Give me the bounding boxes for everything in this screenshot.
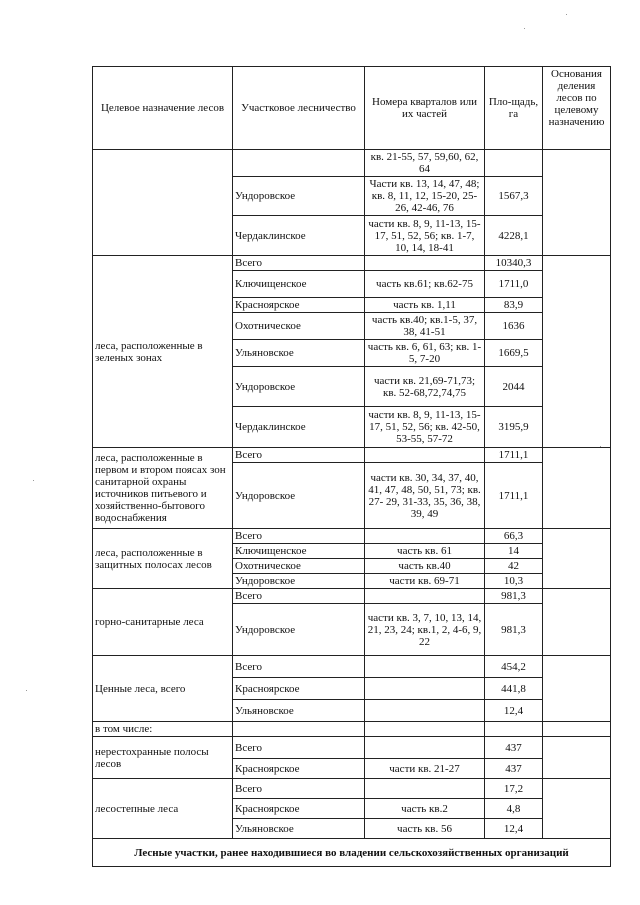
quarters-cell xyxy=(365,722,485,737)
area-cell: 981,3 xyxy=(485,604,543,656)
scan-speck xyxy=(600,446,601,447)
quarters-cell: часть кв. 6, 61, 63; кв. 1-5, 7-20 xyxy=(365,340,485,367)
forestry-cell: Красноярское xyxy=(233,759,365,779)
forestry-cell xyxy=(233,150,365,177)
forestry-cell: Ундоровское xyxy=(233,177,365,216)
table-row xyxy=(93,722,611,737)
quarters-cell xyxy=(365,737,485,759)
area-cell: 1711,0 xyxy=(485,271,543,298)
header-area: Пло-щадь, га xyxy=(485,67,543,150)
scan-speck xyxy=(33,480,34,481)
purpose-cell-protective-strips: леса, расположенные в защитных полосах лесов xyxy=(93,529,233,589)
table-row xyxy=(93,150,611,177)
quarters-cell: Части кв. 13, 14, 47, 48; кв. 8, 11, 12, 15-20, 25-26, 42-46, 76 xyxy=(365,177,485,216)
basis-cell xyxy=(543,256,611,448)
purpose-cell-steppe-forests: лесостепные леса xyxy=(93,779,233,839)
area-cell: 1567,3 xyxy=(485,177,543,216)
forestry-cell xyxy=(233,722,365,737)
quarters-cell: часть кв.40; кв.1-5, 37, 38, 41-51 xyxy=(365,313,485,340)
quarters-cell: части кв. 69-71 xyxy=(365,574,485,589)
area-cell: 437 xyxy=(485,759,543,779)
forestry-cell: Ундоровское xyxy=(233,604,365,656)
quarters-cell: часть кв. 56 xyxy=(365,819,485,839)
area-cell: 1711,1 xyxy=(485,448,543,463)
purpose-cell-valuable-forests: Ценные леса, всего xyxy=(93,656,233,722)
quarters-cell xyxy=(365,656,485,678)
forestry-cell: Всего xyxy=(233,256,365,271)
header-purpose: Целевое назначение лесов xyxy=(93,67,233,150)
area-cell: 1636 xyxy=(485,313,543,340)
forestry-cell: Ключищенское xyxy=(233,544,365,559)
forestry-cell: Красноярское xyxy=(233,678,365,700)
basis-cell xyxy=(543,737,611,779)
scan-speck xyxy=(566,14,567,15)
forestry-cell: Чердаклинское xyxy=(233,216,365,256)
purpose-cell-mountain-sanitary: горно-санитарные леса xyxy=(93,589,233,656)
including-label: в том числе: xyxy=(93,722,233,737)
table-row xyxy=(93,656,611,678)
forestry-cell: Чердаклинское xyxy=(233,407,365,448)
forest-purpose-table xyxy=(92,66,611,867)
area-cell: 4,8 xyxy=(485,799,543,819)
area-cell: 17,2 xyxy=(485,779,543,799)
purpose-cell-nonspawning-strips: нерестохранные полосы лесов xyxy=(93,737,233,779)
agricultural-plots-heading: Лесные участки, ранее находившиеся во владении сельскохозяйственных организаций xyxy=(93,839,611,867)
basis-cell xyxy=(543,448,611,529)
area-cell: 437 xyxy=(485,737,543,759)
purpose-cell-sanitary-zones: леса, расположенные в первом и втором поясах зон санитарной охраны источников питьевого и хозяйственно-бытового водоснабжения xyxy=(93,448,233,529)
area-cell: 1711,1 xyxy=(485,463,543,529)
quarters-cell xyxy=(365,678,485,700)
quarters-cell: часть кв. 61 xyxy=(365,544,485,559)
forestry-cell: Ульяновское xyxy=(233,819,365,839)
quarters-cell: часть кв. 1,11 xyxy=(365,298,485,313)
header-forestry: Участковое лесничество xyxy=(233,67,365,150)
purpose-cell-green-zones: леса, расположенные в зеленых зонах xyxy=(93,256,233,448)
forestry-cell: Всего xyxy=(233,737,365,759)
forestry-cell: Красноярское xyxy=(233,298,365,313)
table-row xyxy=(93,737,611,759)
area-cell: 1669,5 xyxy=(485,340,543,367)
forestry-cell: Всего xyxy=(233,529,365,544)
forestry-cell: Ульяновское xyxy=(233,700,365,722)
forestry-cell: Ключищенское xyxy=(233,271,365,298)
area-cell: 10340,3 xyxy=(485,256,543,271)
basis-cell xyxy=(543,529,611,589)
forestry-cell: Ундоровское xyxy=(233,367,365,407)
header-basis: Основания деления лесов по целевому назначению xyxy=(543,67,611,150)
quarters-cell xyxy=(365,448,485,463)
forestry-cell: Ундоровское xyxy=(233,463,365,529)
area-cell: 42 xyxy=(485,559,543,574)
table-header-row xyxy=(93,67,611,150)
quarters-cell: части кв. 8, 9, 11-13, 15-17, 51, 52, 56; кв. 1-7, 10, 14, 18-41 xyxy=(365,216,485,256)
quarters-cell: часть кв.2 xyxy=(365,799,485,819)
area-cell: 10,3 xyxy=(485,574,543,589)
area-cell: 14 xyxy=(485,544,543,559)
basis-cell xyxy=(543,150,611,256)
area-cell xyxy=(485,150,543,177)
forestry-cell: Всего xyxy=(233,656,365,678)
forestry-cell: Охотническое xyxy=(233,559,365,574)
table-row xyxy=(93,779,611,799)
area-cell: 441,8 xyxy=(485,678,543,700)
quarters-cell xyxy=(365,700,485,722)
area-cell: 12,4 xyxy=(485,819,543,839)
quarters-cell: части кв. 8, 9, 11-13, 15-17, 51, 52, 56; кв. 42-50, 53-55, 57-72 xyxy=(365,407,485,448)
basis-cell xyxy=(543,722,611,737)
table-footer-row xyxy=(93,839,611,867)
basis-cell xyxy=(543,589,611,656)
quarters-cell: часть кв.40 xyxy=(365,559,485,574)
area-cell: 454,2 xyxy=(485,656,543,678)
basis-cell xyxy=(543,779,611,839)
quarters-cell xyxy=(365,256,485,271)
quarters-cell: кв. 21-55, 57, 59,60, 62, 64 xyxy=(365,150,485,177)
scan-speck xyxy=(26,690,27,691)
area-cell: 66,3 xyxy=(485,529,543,544)
forestry-cell: Ундоровское xyxy=(233,574,365,589)
table-row xyxy=(93,529,611,544)
quarters-cell: части кв. 21,69-71,73; кв. 52-68,72,74,75 xyxy=(365,367,485,407)
header-quarters: Номера кварталов или их частей xyxy=(365,67,485,150)
area-cell: 3195,9 xyxy=(485,407,543,448)
area-cell: 12,4 xyxy=(485,700,543,722)
forestry-cell: Всего xyxy=(233,779,365,799)
quarters-cell: часть кв.61; кв.62-75 xyxy=(365,271,485,298)
forestry-cell: Всего xyxy=(233,589,365,604)
area-cell: 83,9 xyxy=(485,298,543,313)
forestry-cell: Красноярское xyxy=(233,799,365,819)
quarters-cell xyxy=(365,589,485,604)
forestry-cell: Ульяновское xyxy=(233,340,365,367)
basis-cell xyxy=(543,656,611,722)
quarters-cell xyxy=(365,529,485,544)
quarters-cell xyxy=(365,779,485,799)
forestry-cell: Охотническое xyxy=(233,313,365,340)
area-cell xyxy=(485,722,543,737)
forestry-cell: Всего xyxy=(233,448,365,463)
table-row xyxy=(93,589,611,604)
area-cell: 2044 xyxy=(485,367,543,407)
area-cell: 4228,1 xyxy=(485,216,543,256)
area-cell: 981,3 xyxy=(485,589,543,604)
purpose-cell-continued xyxy=(93,150,233,256)
table-row xyxy=(93,448,611,463)
quarters-cell: части кв. 21-27 xyxy=(365,759,485,779)
quarters-cell: части кв. 30, 34, 37, 40, 41, 47, 48, 50, 51, 73; кв. 27- 29, 31-33, 35, 36, 38, 39, 49 xyxy=(365,463,485,529)
table-row xyxy=(93,256,611,271)
scan-speck xyxy=(524,28,525,29)
quarters-cell: части кв. 3, 7, 10, 13, 14, 21, 23, 24; кв.1, 2, 4-6, 9, 22 xyxy=(365,604,485,656)
